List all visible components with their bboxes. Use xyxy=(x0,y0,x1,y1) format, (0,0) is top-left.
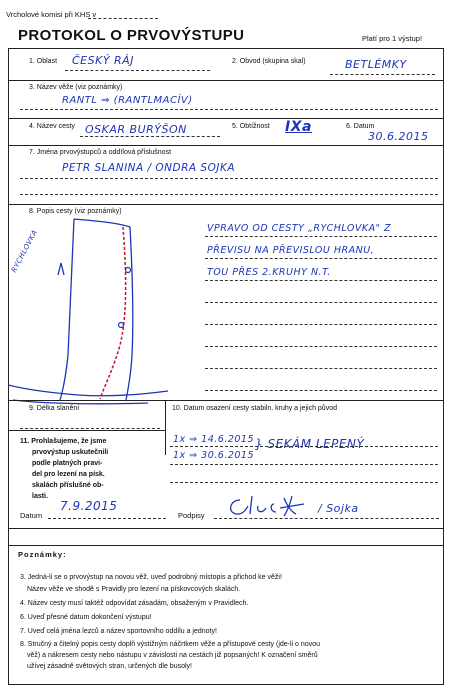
row-divider-2 xyxy=(8,118,443,119)
vez-line xyxy=(20,109,438,110)
popis-line-2: PŘEVISU NA PŘEVISLOU HRANU, xyxy=(207,245,375,256)
popis-text xyxy=(207,218,391,284)
jmena-value: PETR SLANINA / ONDRA SOJKA xyxy=(62,162,236,174)
obvod-line xyxy=(330,74,435,75)
popis-rule-7 xyxy=(205,368,437,369)
komise-label: Vrcholové komisi při KHS v xyxy=(6,10,97,19)
note-item: 6. Uveď přesné datum dokončení výstupu! xyxy=(20,614,152,621)
osazeni-note: } SEKÁM LEPENÝ xyxy=(255,437,365,451)
vez-value: RANTL ⇒ (RANTLMACÍV) xyxy=(62,95,193,106)
datum-label: 6. Datum xyxy=(346,123,375,130)
note-item: 7. Uveď celá jména lezců a název sportovního oddílu a jednoty! xyxy=(20,628,217,635)
row-divider-5 xyxy=(8,400,443,401)
cesta-label: 4. Název cesty xyxy=(29,123,75,130)
podpisy-value: / Sojka xyxy=(318,502,359,515)
osazeni-list xyxy=(173,432,254,464)
obvod-label: 2. Obvod (skupina skal) xyxy=(232,58,306,65)
datum2-line xyxy=(48,518,166,519)
prohlaseni-block xyxy=(20,436,108,502)
prohlaseni-line-2: prvovýstup uskutečnili xyxy=(32,449,109,456)
note-item: Název věže ve shodě s Pravidly pro lezení na pískovcových skalách. xyxy=(27,586,241,593)
note-item: 4. Název cesty musí taktéž odpovídat zásadám, obsaženým v Pravidlech. xyxy=(20,600,249,607)
popis-rule-4 xyxy=(205,302,437,303)
osazeni-rule-1 xyxy=(170,446,438,447)
oblast-value: ČESKÝ RÁJ xyxy=(72,54,134,67)
komise-line xyxy=(88,18,158,19)
jmena-line-1 xyxy=(20,178,438,179)
page-title: PROTOKOL O PRVOVÝSTUPU xyxy=(18,27,245,44)
tower-outline xyxy=(8,219,168,404)
cesta-line xyxy=(80,136,220,137)
prohlaseni-line-3: podle platných pravi- xyxy=(32,460,103,467)
popis-label: 8. Popis cesty (viz poznámky) xyxy=(29,208,122,215)
popis-line-1: VPRAVO OD CESTY „RYCHLOVKA" Z xyxy=(207,223,391,234)
osazeni-label: 10. Datum osazení cesty stabiln. kruhy a jejich původ xyxy=(172,405,337,412)
prohlaseni-line-1: 11. Prohlašujeme, že jsme xyxy=(20,438,107,445)
cesta-value: OSKAR BURÝŠON xyxy=(85,123,187,136)
delka-line xyxy=(20,428,160,429)
copies-note: Platí pro 1 výstup! xyxy=(362,34,423,43)
popis-rule-6 xyxy=(205,346,437,347)
podpisy-line xyxy=(214,518,439,519)
delka-label: 9. Délka slanění xyxy=(29,405,80,412)
podpisy-label: Podpisy xyxy=(178,511,205,520)
prohlaseni-line-6: lasti. xyxy=(32,493,48,500)
jmena-line-2 xyxy=(20,194,438,195)
datum2-value: 7.9.2015 xyxy=(60,499,118,513)
jmena-label: 7. Jména prvovýstupců a oddílová příslušnost xyxy=(29,149,172,156)
delka-bottom xyxy=(8,430,166,431)
datum-value: 30.6.2015 xyxy=(368,130,429,143)
delka-divider xyxy=(165,400,166,455)
route-line xyxy=(100,227,126,399)
popis-line-3: TOU PŘES 2.KRUHY N.T. xyxy=(207,267,331,278)
bolt-2 xyxy=(119,323,124,328)
osazeni-line-1: 1x ⇒ 14.6.2015 xyxy=(173,434,255,445)
osazeni-rule-2 xyxy=(170,464,438,465)
sketch-label: RYCHLOVKA xyxy=(10,228,40,274)
row-divider-6 xyxy=(8,528,443,529)
obtiznost-value: IXa xyxy=(285,119,312,135)
note-item: 3. Jedná-li se o prvovýstup na novou věž, uveď podrobný místopis a přichod ke věži! xyxy=(20,574,282,581)
osazeni-line-2: 1x ⇒ 30.6.2015 xyxy=(173,450,255,461)
popis-rule-8 xyxy=(205,390,437,391)
note-item: 8. Stručný a čitelný popis cesty doplň výstižným náčrtkem věže a přístupové cesty (jde-li o novou xyxy=(20,641,320,648)
oblast-line xyxy=(65,70,210,71)
popis-rule-3 xyxy=(205,280,437,281)
datum2-label: Datum xyxy=(20,511,43,520)
oblast-label: 1. Oblast xyxy=(29,58,58,65)
osazeni-rule-3 xyxy=(170,482,438,483)
popis-rule-5 xyxy=(205,324,437,325)
notes-title: Poznámky: xyxy=(18,550,67,559)
popis-rule-2 xyxy=(205,258,437,259)
obtiznost-label: 5. Obtížnost xyxy=(232,123,270,130)
row-divider-3 xyxy=(8,145,443,146)
obvod-value: BETLÉMKY xyxy=(345,58,407,71)
vez-label: 3. Název věže (viz poznámky) xyxy=(29,84,123,91)
note-item: věž) a nákresem cesty nebo nástupu v závislosti na cestách již popsaných! K označení směrů xyxy=(27,652,318,659)
bolt-1 xyxy=(126,268,131,273)
prohlaseni-line-5: skalách příslušné ob- xyxy=(32,482,104,489)
popis-rule-1 xyxy=(205,236,437,237)
note-item: užívej zásadně světových stran, určených dle busoly! xyxy=(27,663,192,670)
prohlaseni-line-4: del pro lezení na písk. xyxy=(32,471,105,478)
row-divider-1 xyxy=(8,80,443,81)
